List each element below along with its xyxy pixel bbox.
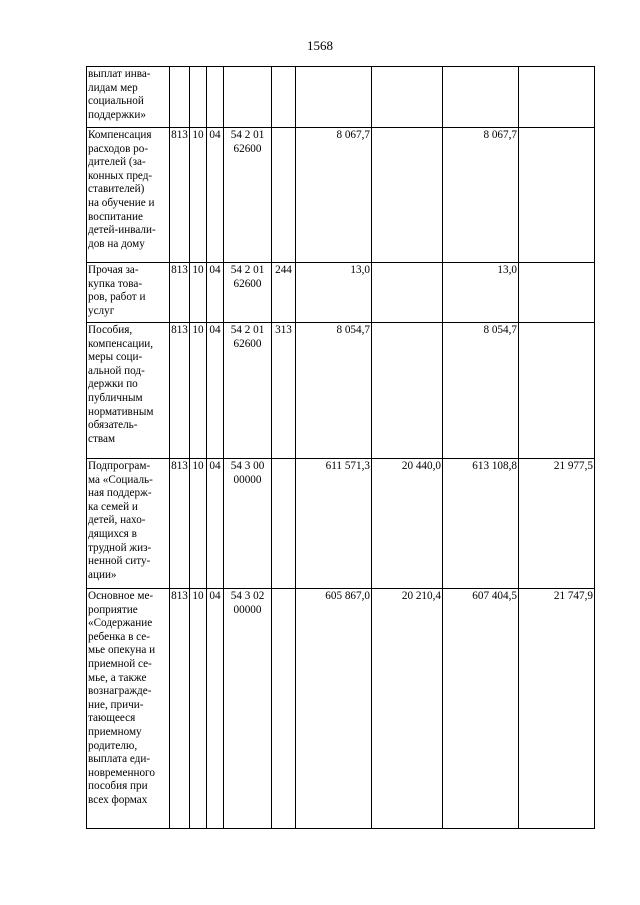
- row-name-line: ствам: [88, 432, 116, 445]
- row-name-line: Подпрограм-: [88, 460, 151, 472]
- expense-type-cell: 244: [272, 263, 296, 323]
- row-name-line: детей, нахо-: [88, 514, 146, 527]
- amount-cell-4: 21 977,5: [519, 459, 595, 589]
- target-article-line: 62600: [233, 142, 262, 155]
- target-article-line: 00000: [233, 473, 262, 486]
- ved-code-cell: 813: [170, 323, 190, 459]
- row-name-line: Пособия,: [88, 324, 133, 336]
- amount-cell-2: [372, 67, 443, 128]
- section-code-cell: 10: [190, 128, 207, 263]
- row-name-cell: [87, 67, 170, 128]
- row-name-line: услуг: [88, 304, 115, 317]
- row-name-line: Компенсация: [88, 129, 152, 141]
- row-name-cell: [87, 589, 170, 829]
- row-name-cell: [87, 128, 170, 263]
- target-article-cell: [224, 589, 272, 829]
- amount-cell-1: 8 054,7: [296, 323, 372, 459]
- row-name-line: обязатель-: [88, 419, 138, 432]
- row-name-line: мье опекуна и: [88, 644, 156, 657]
- amount-cell-4: [519, 263, 595, 323]
- row-name-line: компенсации,: [88, 337, 154, 350]
- row-name-line: ставителей): [88, 183, 145, 196]
- row-name-line: ная поддерж-: [88, 487, 152, 500]
- target-article-line: 54 3 00: [230, 460, 265, 472]
- table-row: [87, 128, 595, 263]
- row-name-line: всех формах: [88, 793, 148, 806]
- row-name-line: лидам мер: [88, 81, 138, 94]
- row-name-line: ка семей и: [88, 500, 138, 513]
- target-article-cell: [224, 323, 272, 459]
- row-name-line: поддержки»: [88, 108, 146, 121]
- row-name-cell: [87, 263, 170, 323]
- row-name-line: дящихся в: [88, 527, 137, 540]
- target-article-cell: [224, 263, 272, 323]
- row-name-line: мье, а также: [88, 671, 147, 684]
- target-article-cell: [224, 67, 272, 128]
- row-name-line: купка това-: [88, 277, 143, 290]
- amount-cell-3: [443, 67, 519, 128]
- target-article-line: 54 2 01: [230, 129, 265, 141]
- row-name-line: ние, причи-: [88, 698, 144, 711]
- row-name-line: Прочая за-: [88, 264, 139, 276]
- table-row: [87, 323, 595, 459]
- row-name-line: дителей (за-: [88, 156, 146, 169]
- section-code-cell: 10: [190, 323, 207, 459]
- row-name-line: новременного: [88, 766, 155, 779]
- section-code-cell: [190, 67, 207, 128]
- table-row: [87, 459, 595, 589]
- target-article-cell: [224, 459, 272, 589]
- expense-type-cell: [272, 128, 296, 263]
- amount-cell-4: [519, 128, 595, 263]
- target-article-line: 54 2 01: [230, 264, 265, 276]
- row-name-line: воспитание: [88, 210, 143, 223]
- row-name-line: меры соци-: [88, 351, 143, 364]
- expense-type-cell: [272, 459, 296, 589]
- amount-cell-3: 8 054,7: [443, 323, 519, 459]
- amount-cell-2: 20 440,0: [372, 459, 443, 589]
- amount-cell-2: [372, 263, 443, 323]
- expense-type-cell: 313: [272, 323, 296, 459]
- target-article-line: 00000: [233, 603, 262, 616]
- subsection-code-cell: 04: [207, 459, 224, 589]
- row-name-line: Основное ме-: [88, 590, 154, 602]
- row-name-line: тающееся: [88, 712, 136, 725]
- row-name-line: ненной ситу-: [88, 555, 151, 568]
- amount-cell-1: [296, 67, 372, 128]
- row-name-line: ребенка в се-: [88, 630, 150, 643]
- section-code-cell: 10: [190, 589, 207, 829]
- ved-code-cell: 813: [170, 589, 190, 829]
- row-name-line: социальной: [88, 95, 144, 108]
- budget-table: [86, 66, 595, 829]
- section-code-cell: 10: [190, 459, 207, 589]
- row-name-line: альной под-: [88, 364, 145, 377]
- row-name-line: публичным: [88, 391, 143, 404]
- target-article-line: 54 3 02: [230, 590, 265, 602]
- amount-cell-3: 13,0: [443, 263, 519, 323]
- row-name-line: дов на дому: [88, 237, 145, 250]
- target-article-line: 62600: [233, 337, 262, 350]
- amount-cell-4: 21 747,9: [519, 589, 595, 829]
- target-article-line: 54 2 01: [230, 324, 265, 336]
- subsection-code-cell: [207, 67, 224, 128]
- row-name-cell: [87, 459, 170, 589]
- row-name-line: выплат инва-: [88, 68, 151, 80]
- row-name-line: детей-инвали-: [88, 224, 156, 237]
- amount-cell-1: 13,0: [296, 263, 372, 323]
- expense-type-cell: [272, 67, 296, 128]
- expense-type-cell: [272, 589, 296, 829]
- table-row: [87, 263, 595, 323]
- amount-cell-1: 605 867,0: [296, 589, 372, 829]
- subsection-code-cell: 04: [207, 323, 224, 459]
- section-code-cell: 10: [190, 263, 207, 323]
- row-name-line: приемной се-: [88, 657, 152, 670]
- amount-cell-2: 20 210,4: [372, 589, 443, 829]
- amount-cell-1: 611 571,3: [296, 459, 372, 589]
- row-name-line: трудной жиз-: [88, 541, 152, 554]
- table-row: [87, 67, 595, 128]
- ved-code-cell: 813: [170, 128, 190, 263]
- row-name-cell: [87, 323, 170, 459]
- amount-cell-2: [372, 323, 443, 459]
- page-number: 1568: [307, 38, 333, 53]
- row-name-line: выплата еди-: [88, 753, 151, 766]
- ved-code-cell: 813: [170, 459, 190, 589]
- subsection-code-cell: 04: [207, 128, 224, 263]
- target-article-cell: [224, 128, 272, 263]
- amount-cell-4: [519, 67, 595, 128]
- table-body: [87, 67, 595, 829]
- ved-code-cell: [170, 67, 190, 128]
- subsection-code-cell: 04: [207, 589, 224, 829]
- row-name-line: вознагражде-: [88, 685, 152, 698]
- row-name-line: пособия при: [88, 780, 148, 793]
- amount-cell-4: [519, 323, 595, 459]
- row-name-line: расходов ро-: [88, 142, 149, 155]
- row-name-line: ма «Социаль-: [88, 473, 153, 486]
- table-row: [87, 589, 595, 829]
- row-name-line: «Содержание: [88, 617, 153, 630]
- amount-cell-3: 8 067,7: [443, 128, 519, 263]
- row-name-line: приемному: [88, 725, 142, 738]
- subsection-code-cell: 04: [207, 263, 224, 323]
- row-name-line: роприятие: [88, 603, 138, 616]
- row-name-line: нормативным: [88, 405, 154, 418]
- ved-code-cell: 813: [170, 263, 190, 323]
- amount-cell-1: 8 067,7: [296, 128, 372, 263]
- row-name-line: родителю,: [88, 739, 138, 752]
- amount-cell-2: [372, 128, 443, 263]
- row-name-line: ации»: [88, 568, 117, 581]
- row-name-line: ров, работ и: [88, 291, 146, 304]
- amount-cell-3: 607 404,5: [443, 589, 519, 829]
- amount-cell-3: 613 108,8: [443, 459, 519, 589]
- row-name-line: на обучение и: [88, 196, 155, 209]
- row-name-line: держки по: [88, 378, 138, 391]
- row-name-line: конных пред-: [88, 169, 153, 182]
- target-article-line: 62600: [233, 277, 262, 290]
